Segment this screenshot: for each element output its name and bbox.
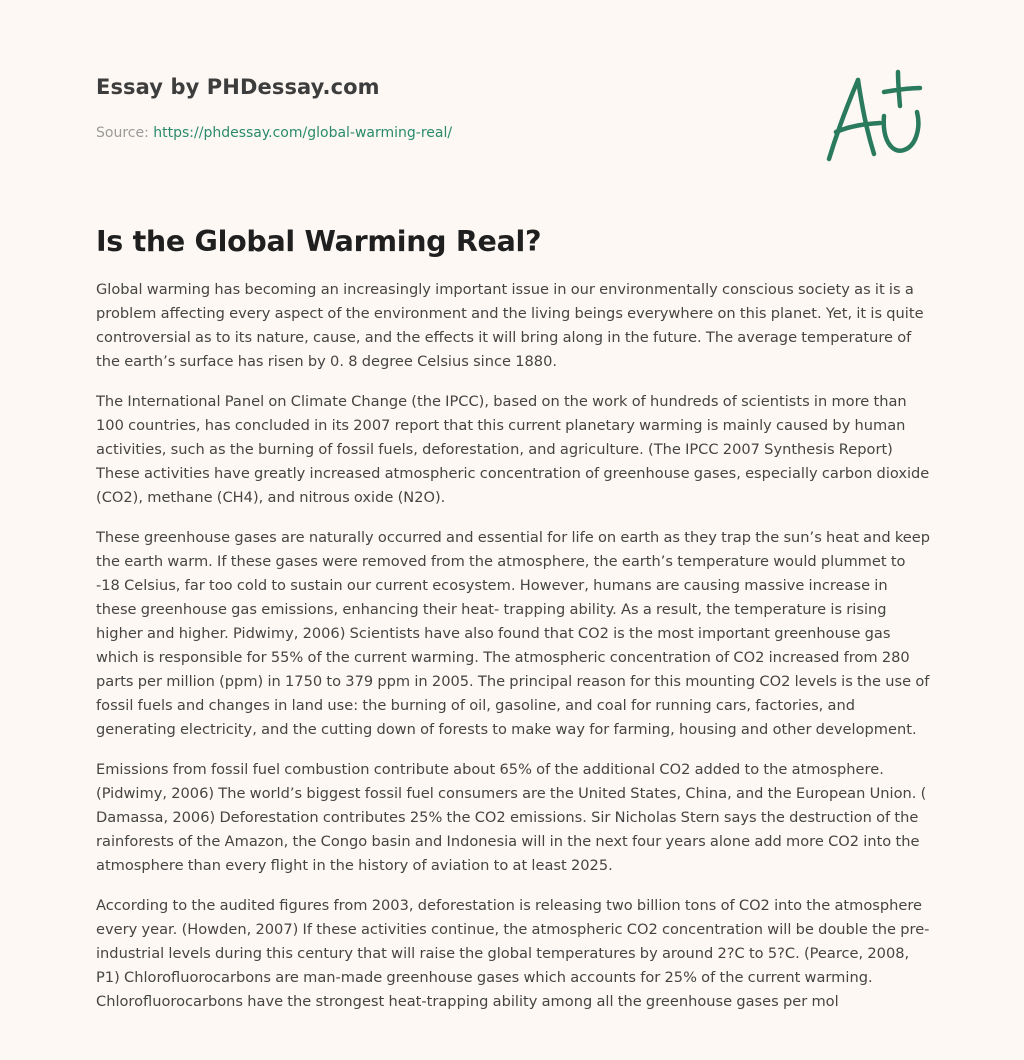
paragraph-5: According to the audited figures from 2003, deforestation is releasing two billion tons of CO2 into the atmosphere every year. (Howden, 2007) If these activities continue, the atmospheric CO2 concentration will be double the pre-industrial levels during this century that will raise the global temperatures by around 2?C to 5?C. (Pearce, 2008, P1) Chlorofluorocarbons are man-made greenhouse gases which accounts for 25% of the current warming. Chlorofluorocarbons have the strongest heat-trapping ability among all the greenhouse gases per mol: [96, 897, 930, 1010]
essay-title: Is the Global Warming Real?: [96, 225, 542, 258]
a-plus-grade-icon: [822, 66, 926, 166]
paragraph-2: The International Panel on Climate Change (the IPCC), based on the work of hundreds of scientists in more than 100 countries, has concluded in its 2007 report that this current planetary warming is mainly caused by human activities, such as the burning of fossil fuels, deforestation, and agriculture. (The IPCC 2007 Synthesis Report) These activities have greatly increased atmospheric concentration of greenhouse gases, especially carbon dioxide (CO2), methane (CH4), and nitrous oxide (N2O).: [96, 393, 930, 506]
site-title: Essay by PHDessay.com: [96, 75, 380, 99]
paragraph-4: Emissions from fossil fuel combustion contribute about 65% of the additional CO2 added to the atmosphere. (Pidwimy, 2006) The world’s biggest fossil fuel consumers are the United States, China, and the European Union. ( Damassa, 2006) Deforestation contributes 25% the CO2 emissions. Sir Nicholas Stern says the destruction of the rainforests of the Amazon, the Congo basin and Indonesia will in the next four years alone add more CO2 into the atmosphere than every flight in the history of aviation to at least 2025.: [96, 761, 927, 874]
essay-header: [96, 75, 796, 141]
source-label: Source:: [96, 125, 149, 141]
a-right-stroke: [858, 80, 874, 154]
loop-stroke: [884, 112, 919, 151]
source-link[interactable]: https://phdessay.com/global-warming-real/: [153, 125, 453, 141]
source-line: [96, 125, 796, 141]
a-left-stroke: [829, 80, 858, 159]
paragraph-1: Global warming has becoming an increasingly important issue in our environmentally conscious society as it is a problem affecting every aspect of the environment and the living beings everywhere on this planet. Yet, it is quite controversial as to its nature, cause, and the effects it will bring along in the future. The average temperature of the earth’s surface has risen by 0. 8 degree Celsius since 1880.: [96, 281, 924, 370]
a-plus-logo-svg: [822, 66, 926, 166]
paragraph-3: These greenhouse gases are naturally occurred and essential for life on earth as they trap the sun’s heat and keep the earth warm. If these gases were removed from the atmosphere, the earth’s temperature would plummet to -18 Celsius, far too cold to sustain our current ecosystem. However, humans are causing massive increase in these greenhouse gas emissions, enhancing their heat- trapping ability. As a result, the temperature is rising higher and higher. Pidwimy, 2006) Scientists have also found that CO2 is the most important greenhouse gas which is responsible for 55% of the current warming. The atmospheric concentration of CO2 increased from 280 parts per million (ppm) in 1750 to 379 ppm in 2005. The principal reason for this mounting CO2 levels is the use of fossil fuels and changes in land use: the burning of oil, gasoline, and coal for running cars, factories, and generating electricity, and the cutting down of forests to make way for farming, housing and other development.: [96, 529, 931, 738]
plus-horizontal-stroke: [884, 88, 920, 92]
essay-body: [96, 225, 932, 1030]
